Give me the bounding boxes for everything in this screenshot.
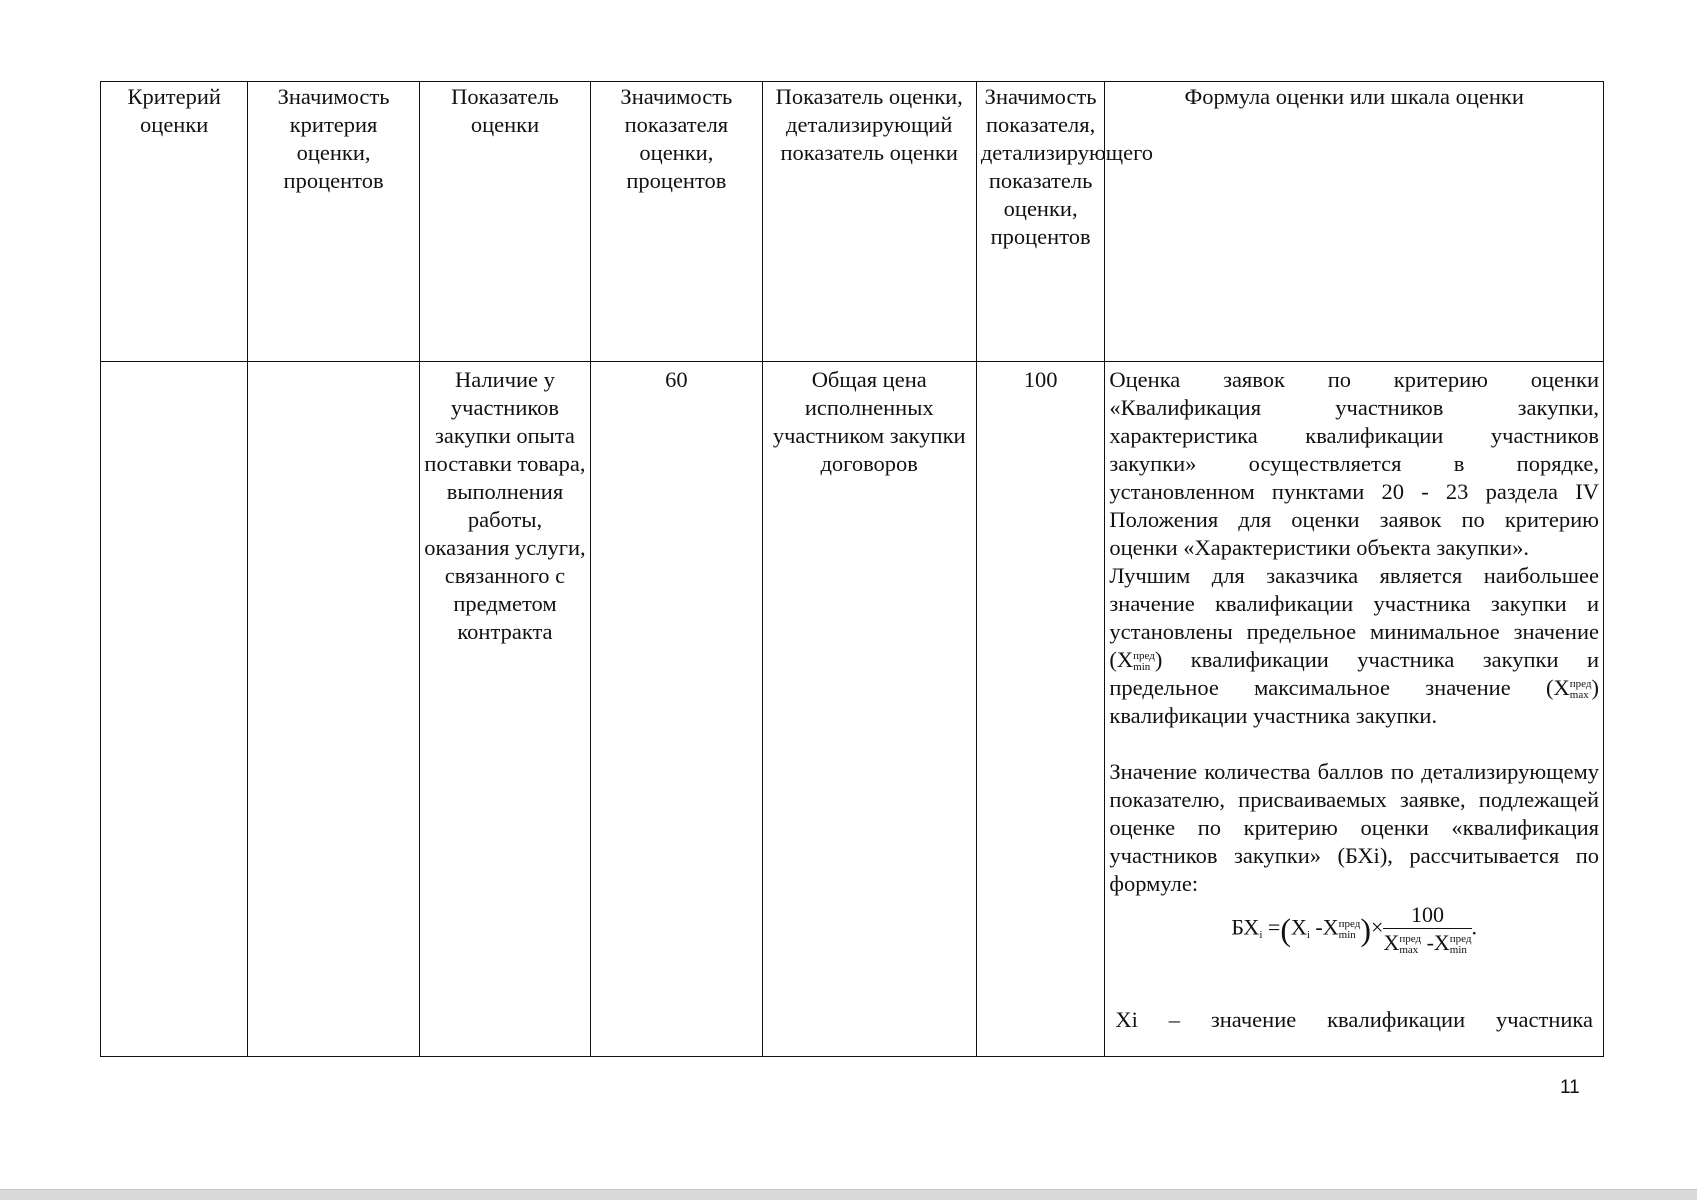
cell-indicator: Наличие у участников закупки опыта поставки товара, выполнения работы, оказания услуги, связанного с предметом контракта [419,362,590,1057]
x-min-symbol: X пред min [1116,647,1155,673]
formula-paragraph-2 [1109,562,1599,730]
formula-paragraph-1: Оценка заявок по критерию оценки «Квалификация участников закупки, характеристика квалификации участников закупки» осуществляется в порядке, установленном пунктами 20 - 23 раздела IV Положения для оценки заявок по критерию оценки «Характеристики объекта закупки». [1109,367,1599,560]
cell-detail-weight: 100 [976,362,1105,1057]
criteria-table [100,81,1604,1057]
formula-p2-part-a: Лучшим для заказчика является наибольшее значение квалификации участника закупки и установлены предельное минимальное значение ( [1109,563,1599,672]
cell-criterion [101,362,248,1057]
header-indicator-weight: Значимость показателя оценки, процентов [591,82,762,362]
header-formula: Формула оценки или шкала оценки [1105,82,1604,362]
formula-p2-part-b: ) квалификации участника закупки и предельное максимальное значение ( [1109,647,1599,700]
cell-detail-indicator: Общая цена исполненных участником закупки договоров [762,362,976,1057]
cell-criterion-weight [248,362,419,1057]
page-bottom-edge [0,1189,1697,1200]
cell-indicator-weight: 60 [591,362,762,1057]
formula-paragraph-4: Xi – значение квалификации участника [1115,1006,1593,1032]
score-formula: БХ i =(X i -X пред min )× 100 X пред max -X пред min . [1231,902,1478,956]
header-indicator: Показатель оценки [419,82,590,362]
header-detail-weight: Значимость показателя, детализирующего показатель оценки, процентов [976,82,1105,362]
formula-p2-part-c: ) квалификации участника закупки. [1109,675,1599,728]
page-number: 11 [1560,1077,1580,1098]
header-criterion-weight: Значимость критерия оценки, процентов [248,82,419,362]
x-max-symbol: X пред max [1553,675,1592,701]
header-criterion: Критерий оценки [101,82,248,362]
score-fraction: 100 X пред max -X пред min [1383,902,1472,956]
header-row [101,82,1604,362]
cell-formula [1105,362,1604,1057]
table-row [101,362,1604,1057]
header-detail-indicator: Показатель оценки, детализирующий показатель оценки [762,82,976,362]
formula-paragraph-3: Значение количества баллов по детализирующему показателю, присваиваемых заявке, подлежащей оценке по критерию оценки «квалификация участников закупки» (БХi), рассчитывается по формуле: [1109,759,1599,896]
